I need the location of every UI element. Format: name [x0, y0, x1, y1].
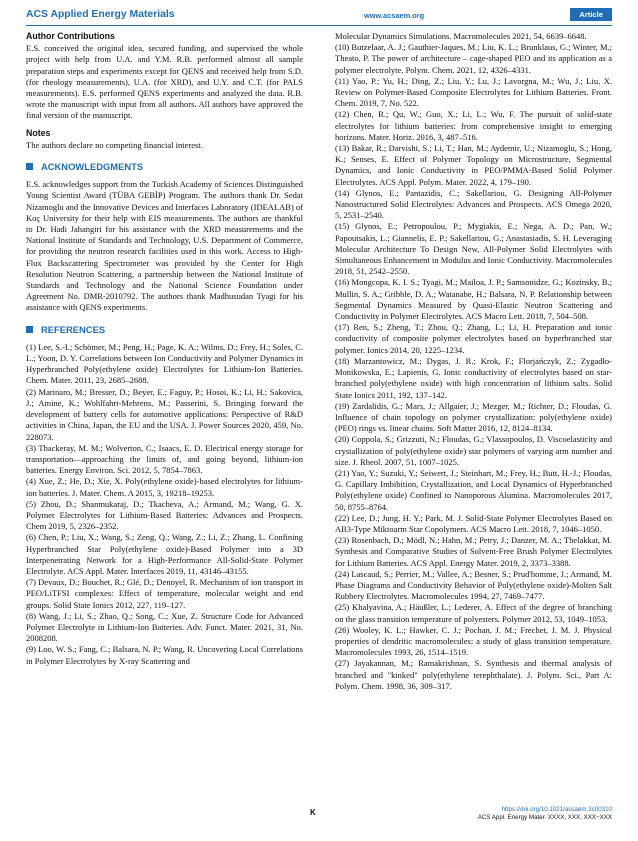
reference-item: (11) Yao, P.; Yu, H.; Ding, Z.; Liu, Y.; Lu, J.; Lavorgna, M.; Wu, J.; Liu, X. Review on Polymer-Based Composite Electrolytes for Lithium Batteries. Front. Chem. 2019, 7, No. 522. [335, 75, 612, 109]
reference-item: (9) Loo, W. S.; Fang, C.; Balsara, N. P.; Wang, R. Uncovering Local Correlations in Polymer Electrolytes by X-ray Scattering and [26, 644, 303, 666]
reference-item: (17) Ren, S.; Zheng, T.; Zhou, Q.; Zhang, L.; Li, H. Preparation and ionic conductivity of composite polymer electrolytes based on hyperbranched star polymer. Ionics 2014, 20, 1225–1234. [335, 322, 612, 355]
reference-item: (23) Rosenbach, D.; Mödl, N.; Hahn, M.; Petry, J.; Danzer, M. A.; Thelakkat, M. Synthesis and Comparative Studies of Solvent-Free Brush Polymer Electrolytes for Lithium Batteries. ACS Appl. Energy Mater. 2019, 2, 3373–3388. [335, 535, 612, 568]
right-column [335, 31, 612, 692]
reference-item: (12) Chen, R.; Qu, W.; Guo, X.; Li, L.; Wu, F. The pursuit of solid-state electrolytes for lithium batteries: from comprehensive insight to emerging horizons. Mater. Horiz. 2016, 3, 487–516. [335, 109, 612, 142]
reference-item: (18) Marzantowicz, M.; Dygas, J. R.; Krok, F.; Florjańczyk, Z.; Zygadło-Monikowska, E.; Lapienis, G. Ionic conductivity of electrolytes based on star-branched poly(ethylene oxide) with high concentration of lithium salts. Solid State Ionics 2011, 192, 137–142. [335, 355, 612, 400]
header-rule [26, 25, 612, 26]
notes-heading: Notes [26, 127, 51, 138]
reference-item: (5) Zhou, D.; Shanmukaraj, D.; Tkacheva, A.; Armand, M.; Wang, G. X. Polymer Electrolytes for Lithium-Based Batteries: Advances and Prospects. Chem 2019, 5, 2326–2352. [26, 498, 303, 532]
reference-item: (13) Bakar, R.; Darvishi, S.; Li, T.; Han, M.; Aydemir, U.; Nizamoglu, S.; Hong, K.; Senses, E. Effect of Polymer Topology on Microstructure, Segmental Dynamics, and Ionic Conductivity in PEO/PMMA-Based Solid Polymer Electrolytes. ACS Appl. Polym. Mater. 2022, 4, 179–190. [335, 143, 612, 187]
section-square-icon [26, 326, 33, 333]
references-heading [26, 324, 303, 335]
reference-item: (15) Glynos, E.; Petropoulou, P.; Mygiakis, E.; Nega, A. D.; Pan, W.; Papoutsakis, L.; Giannelis, E. P.; Sakellariou, G.; Anastasiadis, S. H. Leveraging Molecular Architecture To Design New, All-Polymer Solid Electrolytes with Simultaneous Enhancement in Modulus and Ionic Conductivity. Macromolecules 2018, 51, 2542–2550. [335, 221, 612, 277]
left-column [26, 31, 303, 667]
doi-link[interactable]: https://doi.org/10.1021/acsaem.3c00310 [501, 806, 612, 813]
reference-item: (16) Mongcopa, K. I. S.; Tyagi, M.; Mailoa, J. P.; Samsonidze, G.; Kozinsky, B.; Mullin, S. A.; Gribble, D. A.; Watanabe, H.; Balsara, N. P. Relationship between Segmental Dynamics Measured by Quasi-Elastic Neutron Scattering and Conductivity in Polymer Electrolytes. ACS Macro Lett. 2018, 7, 504–508. [335, 277, 612, 322]
reference-item: (20) Coppola, S.; Grizzuti, N.; Floudas, G.; Vlassopoulos, D. Viscoelasticity and crystallization of poly(ethylene oxide) star polymers of varying arm number and size. J. Rheol. 2007, 51, 1007–1025. [335, 434, 612, 467]
reference-item: (21) Yao, Y.; Suzuki, Y.; Seiwert, J.; Steinhart, M.; Frey, H.; Butt, H.-J.; Floudas, G. Capillary Imbibition, Crystallization, and Local Dynamics of Hyperbranched Poly(ethylene oxide) Confined to Nanoporous Alumina. Macromolecules 2017, 50, 8755–8764. [335, 467, 612, 512]
reference-item: (3) Thackeray, M. M.; Wolverton, C.; Isaacs, E. D. Electrical energy storage for transportation—approaching the limits of, and going beyond, lithium-ion batteries. Energy Environ. Sci. 2012, 5, 7854–7863. [26, 442, 303, 476]
notes-text: The authors declare no competing financial interest. [26, 139, 203, 150]
reference-item: (14) Glynos, E.; Pantazidis, C.; Sakellariou, G. Designing All-Polymer Nanostructured Solid Electrolytes: Advances and Prospects. ACS Omega 2020, 5, 2531–2540. [335, 187, 612, 221]
references-list-left [26, 342, 303, 667]
reference-item: (22) Lee, D.; Jung, H. Y.; Park, M. J. Solid-State Polymer Electrolytes Based on AB3-Type Miktoarm Star Copolymers. ACS Macro Lett. 2018, 7, 1046–1050. [335, 512, 612, 534]
reference-item: (25) Khalyavina, A.; Häußler, L.; Lederer, A. Effect of the degree of branching on the glass transition temperature of polyesters. Polymer 2012, 53, 1049–1053. [335, 602, 612, 624]
page-footer [478, 806, 612, 822]
contributions-heading: Author Contributions [26, 31, 115, 41]
page-header [26, 8, 612, 24]
reference-item: (1) Lee, S.-I.; Schömer, M.; Peng, H.; Page, K. A.; Wilms, D.; Frey, H.; Soles, C. L.; Yoon, D. Y. Correlations between Ion Conductivity and Polymer Dynamics in Hyperbranched Poly(ethylene oxide) Electrolytes for Lithium-Ion Batteries. Chem. Mater. 2011, 23, 2685–2688. [26, 341, 303, 386]
reference-item: (7) Devaux, D.; Bouchet, R.; Glé, D.; Denoyel, R. Mechanism of ion transport in PEO/LiTFSI complexes: Effect of temperature, molecular weight and end groups. Solid State Ionics 2012, 227, 119–127. [26, 577, 303, 610]
reference-item: (24) Lascaud, S.; Perrier, M.; Vallee, A.; Besner, S.; Prud'homme, J.; Armand, M. Phase Diagrams and Conductivity Behavior of Poly(ethylene oxide)-Molten Salt Rubbery Electrolytes. Macromolecules 1994, 27, 7469–7477. [335, 568, 612, 602]
acknowledgments-heading [26, 161, 303, 172]
reference-item: Molecular Dynamics Simulations. Macromolecules 2021, 54, 6639–6648. [335, 31, 587, 41]
reference-item: (10) Butzelaar, A. J.; Gauthier-Jaques, M.; Liu, K. L.; Brunklaus, G.; Winter, M.; Theato, P. The power of architecture – cage-shaped PEO and its application as a polymer electrolyte. Polym. Chem. 2021, 12, 4326–4331. [335, 42, 612, 75]
reference-item: (6) Chen, P.; Liu, X.; Wang, S.; Zeng, Q.; Wang, Z.; Li, Z.; Zhang, L. Confining Hyperbranched Star Poly(ethylene oxide)-Based Polymer into a 3D Interpenetrating Network for a High-Performance All-Solid-State Polymer Electrolyte. ACS Appl. Mater. Interfaces 2019, 11, 43146–43155. [26, 532, 303, 576]
acknowledgments-title: ACKNOWLEDGMENTS [41, 161, 144, 173]
acknowledgments-text: E.S. acknowledges support from the Turkish Academy of Sciences Distinguished Young Scientist Award (TÜBA GEBİP) Program. The authors thank Dr. Sedat Nizamoglu and the Innovative Devices and Interfaces Laboratory (IDEALAB) of Koç University for their help with EIS measurements. The authors are thankful to Dr. Hadi Jahangiri for his assistance with the XRD measurements and the National Institute of Standards and Technology, U.S. Department of Commerce, for providing the neutron research facilities used in this work. Access to High-Flux Backscattering Spectrometer was provided by the Center for High Resolution Neutron Scattering, a partnership between the National Institute of Standards and Technology and the National Science Foundation under Agreement No. DMR-2010792. The authors thank Madhusudan Tyagi for his assistance with QENS experiments. [26, 179, 303, 313]
reference-item: (4) Xue, Z.; He, D.; Xie, X. Poly(ethylene oxide)-based electrolytes for lithium-ion batteries. J. Mater. Chem. A 2015, 3, 19218–19253. [26, 476, 303, 498]
reference-item: (8) Wang, J.; Li, S.; Zhao, Q.; Song, C.; Xue, Z. Structure Code for Advanced Polymer Electrolyte in Lithium-Ion Batteries. Adv. Funct. Mater. 2021, 31, No. 2008208. [26, 610, 303, 644]
reference-item: (26) Wooley, K. L.; Hawker, C. J.; Pochan, J. M.; Frechet, J. M. J. Physical properties of dendritic macromolecules: a study of glass transition temperature. Macromolecules 1993, 26, 1514–1519. [335, 624, 612, 658]
reference-item: (27) Jayakannan, M.; Ramakrishnan, S. Synthesis and thermal analysis of branched and "kinked" poly(ethylene terephthalate). J. Polym. Sci., Part A: Polym. Chem. 1998, 36, 309–317. [335, 658, 612, 691]
article-badge: Article [570, 8, 612, 21]
reference-item: (19) Zardalidis, G.; Mars, J.; Allgaier, J.; Mezger, M.; Richter, D.; Floudas, G. Influence of chain topology on polymer crystallization: poly(ethylene oxide) (PEO) rings vs. linear chains. Soft Matter 2016, 12, 8124–8134. [335, 400, 612, 434]
citation-line: ACS Appl. Energy Mater. XXXX, XXX, XXX−XXX [477, 814, 612, 821]
reference-item: (2) Marinaro, M.; Bresser, D.; Beyer, E.; Faguy, P.; Hosoi, K.; Li, H.; Sakovica, J.; Amine, K.; Wohlfahrt-Mehrens, M.; Passerini, S. Bringing forward the development of battery cells for automotive applications: Perspective of R&D activities in China, Japan, the EU and the USA. J. Power Sources 2020, 459, No. 228073. [26, 386, 303, 442]
references-list-right [335, 31, 612, 692]
journal-website[interactable]: www.acsaem.org [364, 11, 425, 20]
page-letter: K [310, 808, 316, 817]
section-square-icon [26, 163, 33, 170]
contributions-text: E.S. conceived the original idea, secured funding, and supervised the whole project with help from U.A. and Y.M. R.B. performed almost all sample preparation steps and experiments except for QENS and received help from S.D. (for rheology measurements), U.A. (for XRD), and U.Y. and C.T. (for PALS measurements). E.S. performed QENS experiments and analyzed the data. R.B. wrote the manuscript with input from all authors. All authors have approved the final version of the manuscript. [26, 43, 303, 121]
journal-name: ACS Applied Energy Materials [26, 9, 175, 20]
references-title: REFERENCES [41, 323, 106, 335]
